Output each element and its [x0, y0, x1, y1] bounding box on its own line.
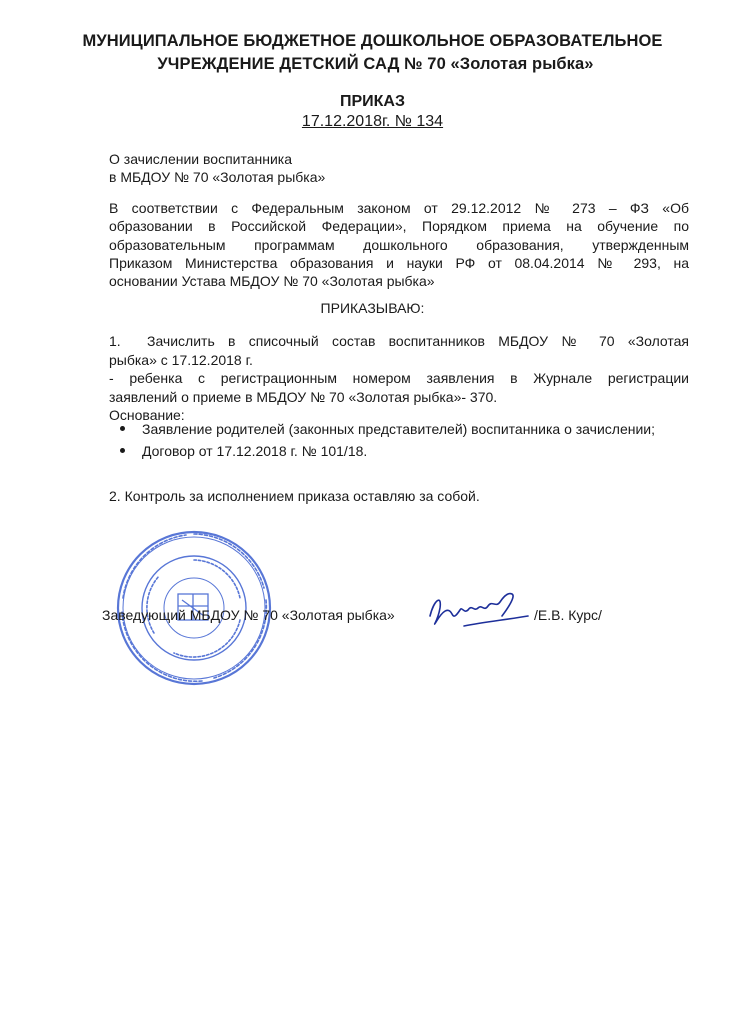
preamble-line-4: Приказом Министерства образования и науки РФ от 08.04.2014 № 293, на — [109, 254, 689, 271]
organization-name-line-1: МУНИЦИПАЛЬНОЕ БЮДЖЕТНОЕ ДОШКОЛЬНОЕ ОБРАЗОВАТЕЛЬНОЕ — [82, 32, 663, 50]
organization-name-line-2: УЧРЕЖДЕНИЕ ДЕТСКИЙ САД № 70 «Золотая рыбка» — [157, 55, 594, 73]
item-1-line-2: рыбка» с 17.12.2018 г. — [109, 351, 253, 368]
bullet-icon — [120, 448, 125, 453]
preamble-line-1: В соответствии с Федеральным законом от 29.12.2012 № 273 – ФЗ «Об — [109, 200, 689, 216]
order-date-number — [0, 112, 745, 132]
signatory-position: Заведующий МБДОУ № 70 «Золотая рыбка» — [102, 607, 395, 623]
preamble-paragraph — [109, 199, 689, 290]
order-subject — [109, 150, 509, 186]
subject-line-2: в МБДОУ № 70 «Золотая рыбка» — [109, 169, 326, 185]
order-item-2: 2. Контроль за исполнением приказа оставляю за собой. — [109, 488, 480, 504]
preamble-line-3: образовательным программам дошкольного образования, утвержденным — [109, 236, 689, 253]
basis-label: Основание: — [109, 407, 185, 423]
preamble-line-5: основании Устава МБДОУ № 70 «Золотая рыбка» — [109, 273, 435, 290]
basis-list-item — [120, 440, 700, 462]
signatory-name: /Е.В. Курс/ — [534, 607, 602, 623]
bullet-icon — [120, 426, 125, 431]
basis-list — [120, 418, 700, 462]
item-1-line-3: - ребенка с регистрационным номером заявления в Журнале регистрации — [109, 370, 689, 386]
item-1-line-1: Зачислить в списочный состав воспитанников МБДОУ № 70 «Золотая — [147, 333, 689, 349]
order-date-number-text: 17.12.2018г. № 134 — [301, 113, 444, 130]
decree-word: ПРИКАЗЫВАЮ: — [320, 300, 425, 316]
order-item-1 — [109, 332, 689, 425]
basis-list-item — [120, 418, 700, 440]
basis-item-text: Заявление родителей (законных представителей) воспитанника о зачислении; — [142, 421, 655, 437]
subject-line-1: О зачислении воспитанника — [109, 151, 293, 167]
item-1-number: 1. — [109, 333, 121, 349]
order-title: ПРИКАЗ — [339, 93, 405, 110]
item-1-line-4: заявлений о приеме в МБДОУ № 70 «Золотая рыбка»- 370. — [109, 388, 498, 405]
organization-header — [0, 30, 745, 76]
item-1-first-line — [109, 332, 689, 351]
handwritten-signature-icon — [424, 586, 534, 636]
preamble-line-2: образовании в Российской Федерации», Порядком приема на обучение по — [109, 218, 689, 235]
basis-item-text: Договор от 17.12.2018 г. № 101/18. — [142, 443, 368, 459]
